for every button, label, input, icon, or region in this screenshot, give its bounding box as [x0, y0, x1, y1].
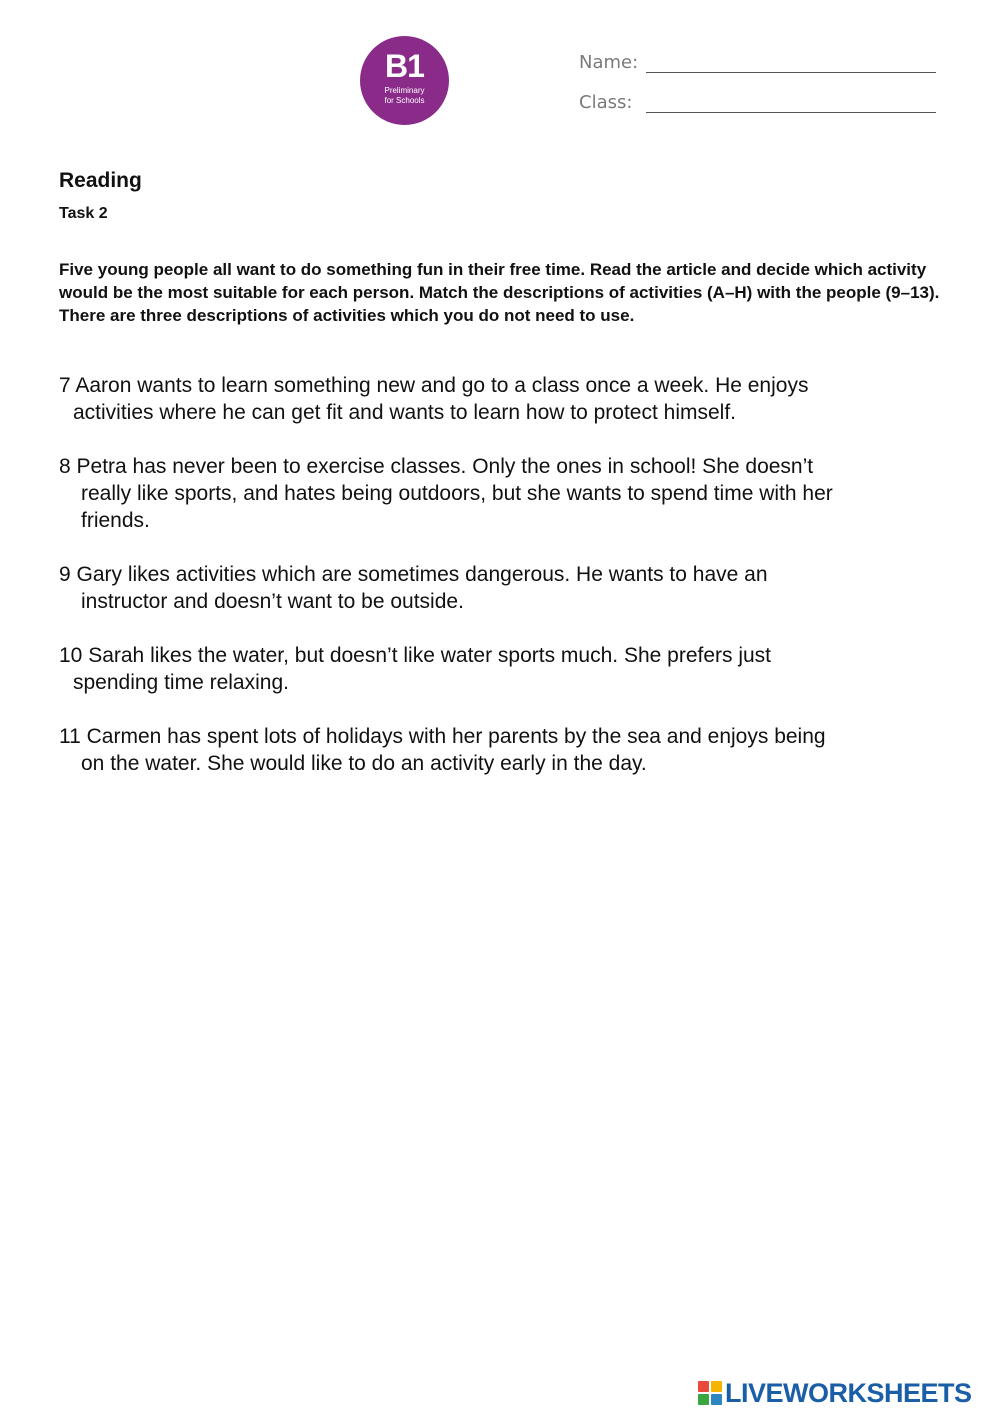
logo-square-icon	[711, 1394, 722, 1405]
item-line: 7 Aaron wants to learn something new and go to a class once a week. He enjoys	[59, 374, 809, 397]
logo-square-icon	[698, 1394, 709, 1405]
item-line: on the water. She would like to do an activity early in the day.	[81, 752, 647, 775]
item-gary	[59, 561, 939, 615]
item-aaron	[59, 372, 939, 426]
item-line: 8 Petra has never been to exercise classes. Only the ones in school! She doesn’t	[59, 455, 814, 478]
logo-square-icon	[698, 1381, 709, 1392]
task-label: Task 2	[59, 205, 108, 222]
name-label: Name:	[579, 52, 639, 73]
item-carmen	[59, 723, 939, 777]
item-line: friends.	[81, 509, 150, 532]
item-line: 11 Carmen has spent lots of holidays with her parents by the sea and enjoys being	[59, 725, 826, 748]
class-line[interactable]	[646, 112, 936, 113]
logo-subtitle-line1: Preliminary	[384, 86, 425, 95]
item-petra	[59, 453, 939, 534]
liveworksheets-wordmark: LIVEWORKSHEETS	[725, 1377, 972, 1408]
logo-subtitle-line2: for Schools	[384, 96, 425, 105]
item-line: 10 Sarah likes the water, but doesn’t like water sports much. She prefers just	[59, 644, 772, 667]
liveworksheets-brand	[698, 1378, 972, 1408]
item-line: instructor and doesn’t want to be outside.	[81, 590, 464, 613]
logo-square-icon	[711, 1381, 722, 1392]
liveworksheets-logo-icon	[698, 1381, 722, 1405]
item-line: 9 Gary likes activities which are sometimes dangerous. He wants to have an	[59, 563, 768, 586]
class-label: Class:	[579, 92, 633, 113]
instructions: Five young people all want to do something fun in their free time. Read the article and decide which activity would be the most suitable for each person. Match the descriptions of activities (A–H) with the people (9–13). There are three descriptions of activities which you do not need to use.	[59, 260, 940, 325]
name-line[interactable]	[646, 72, 936, 73]
item-line: really like sports, and hates being outdoors, but she wants to spend time with her	[81, 482, 833, 505]
class-field[interactable]	[579, 92, 939, 122]
b1-preliminary-logo	[360, 36, 449, 125]
logo-level: B1	[385, 48, 424, 84]
section-title: Reading	[59, 169, 142, 192]
item-line: activities where he can get fit and wants to learn how to protect himself.	[73, 401, 737, 424]
item-sarah	[59, 642, 939, 696]
name-field[interactable]	[579, 52, 939, 82]
item-line: spending time relaxing.	[73, 671, 289, 694]
